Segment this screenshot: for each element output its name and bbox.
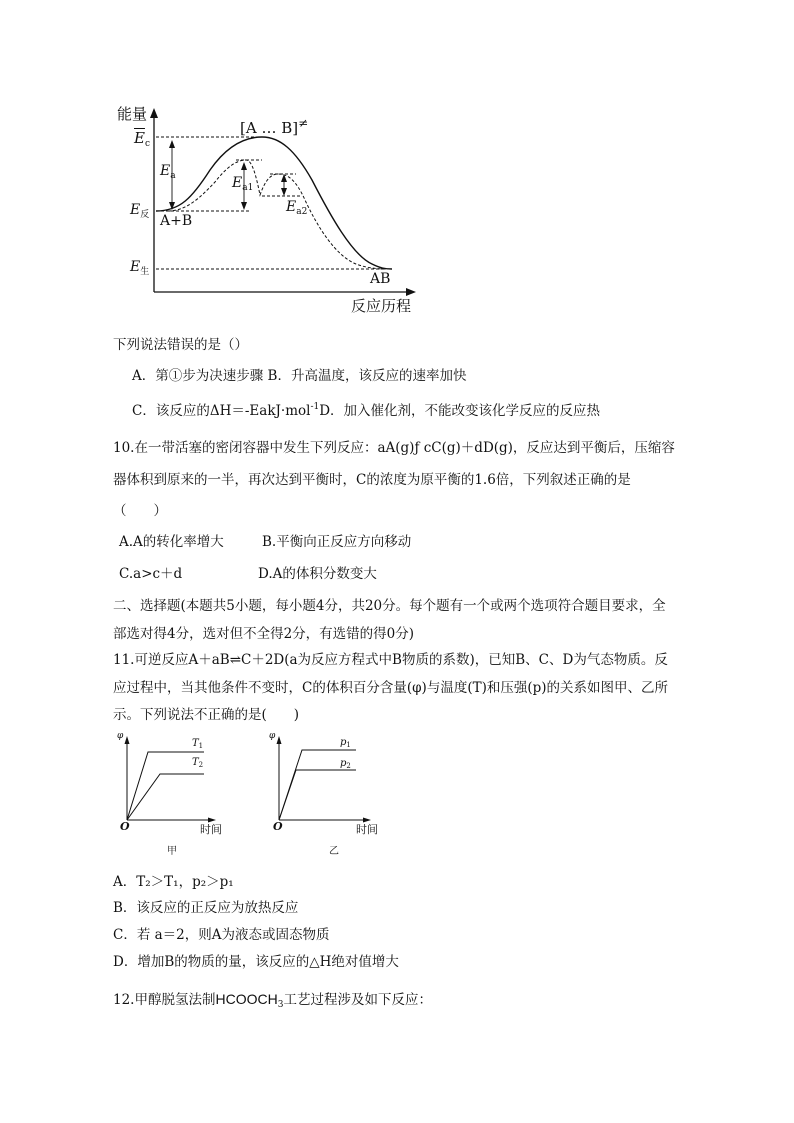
- curve-t2: [127, 774, 204, 820]
- q9-option-cd: C．该反应的ΔH＝-EakJ·mol$^{-1}$D．加入催化剂，不能改变该化学反应的反应热: [132, 402, 601, 419]
- q11-option-b: B．该反应的正反应为放热反应: [113, 900, 299, 916]
- yi-caption: 乙: [329, 846, 339, 857]
- q9-stem: 下列说法错误的是（）: [113, 337, 248, 353]
- ea2-label: $E_{a2}$: [286, 199, 308, 217]
- x-axis-label: 反应历程: [351, 297, 412, 315]
- q10-bracket: （ ）: [113, 503, 167, 519]
- reactants-label: A+B: [160, 213, 193, 229]
- e-product-label: $E_生$: [130, 259, 150, 277]
- jia-curve1-label: $T_1$: [192, 738, 204, 750]
- yi-x-label: 时间: [356, 823, 378, 836]
- energy-diagram: [0, 0, 794, 330]
- e-reactant-label: $E_反$: [130, 202, 150, 220]
- q11-option-d: D．增加B的物质的量，该反应的△H绝对值增大: [113, 954, 399, 970]
- q11-stem-line1: 11.可逆反应A＋aB⇌C＋2D(a为反应方程式中B物质的系数)，已知B、C、D为气态物质。反: [113, 652, 668, 668]
- q10-option-d: D.A的体积分数变大: [258, 566, 377, 582]
- yi-curve2-label: $p_2$: [340, 758, 351, 770]
- q10-option-b: B.平衡向正反应方向移动: [262, 534, 412, 550]
- q10-option-c: C.a>c＋d: [119, 566, 183, 582]
- y-axis-label: 能量: [117, 105, 148, 123]
- q11-stem-line3: 示。下列说法不正确的是( ): [113, 707, 300, 723]
- ea-label: $E_a$: [160, 163, 176, 181]
- q10-stem-line2: 器体积到原来的一半，再次达到平衡时，C的浓度为原平衡的1.6倍，下列叙述正确的是: [113, 472, 631, 488]
- section2-line2: 部选对得4分，选对但不全得2分，有选错的得0分): [113, 626, 415, 642]
- yi-origin: O: [273, 820, 283, 833]
- jia-origin: O: [120, 820, 130, 833]
- jia-y-label: φ: [117, 731, 124, 741]
- yi-y-label: φ: [269, 731, 276, 741]
- q10-stem-line1: 10.在一带活塞的密闭容器中发生下列反应：aA(g)ƒ cC(g)＋dD(g)，反应达到平衡后，压缩容: [113, 440, 675, 456]
- section2-line1: 二、选择题(本题共5小题，每小题4分，共20分。每个题有一个或两个选项符合题目要求，全: [113, 598, 666, 614]
- q10-option-a: A.A的转化率增大: [119, 534, 224, 550]
- yi-curve1-label: $p_1$: [340, 737, 351, 749]
- ea1-label: $E_{a1}$: [232, 175, 254, 193]
- q11-option-a: A．T₂＞T₁，p₂＞p₁: [113, 874, 234, 890]
- ec-label: $\overline{E}_c$: [134, 129, 150, 149]
- jia-curve2-label: $T_2$: [192, 757, 204, 769]
- q9-option-ab: A．第①步为决速步骤 B．升高温度，该反应的速率加快: [132, 368, 467, 384]
- jia-x-label: 时间: [200, 823, 222, 836]
- jia-caption: 甲: [167, 846, 177, 857]
- transition-state-label: [A … B]≠: [240, 116, 309, 137]
- q12-stem: 12.甲醇脱氢法制$HCOOCH_3$工艺过程涉及如下反应：: [113, 991, 432, 1010]
- q11-stem-line2: 应过程中，当其他条件不变时，C的体积百分含量(φ)与温度(T)和压强(p)的关系如图甲、乙所: [113, 680, 669, 696]
- q11-option-c: C．若 a＝2，则A为液态或固态物质: [113, 927, 330, 943]
- product-label: AB: [370, 271, 391, 287]
- curve-p2: [279, 770, 356, 820]
- catalyzed-curve: [168, 160, 392, 269]
